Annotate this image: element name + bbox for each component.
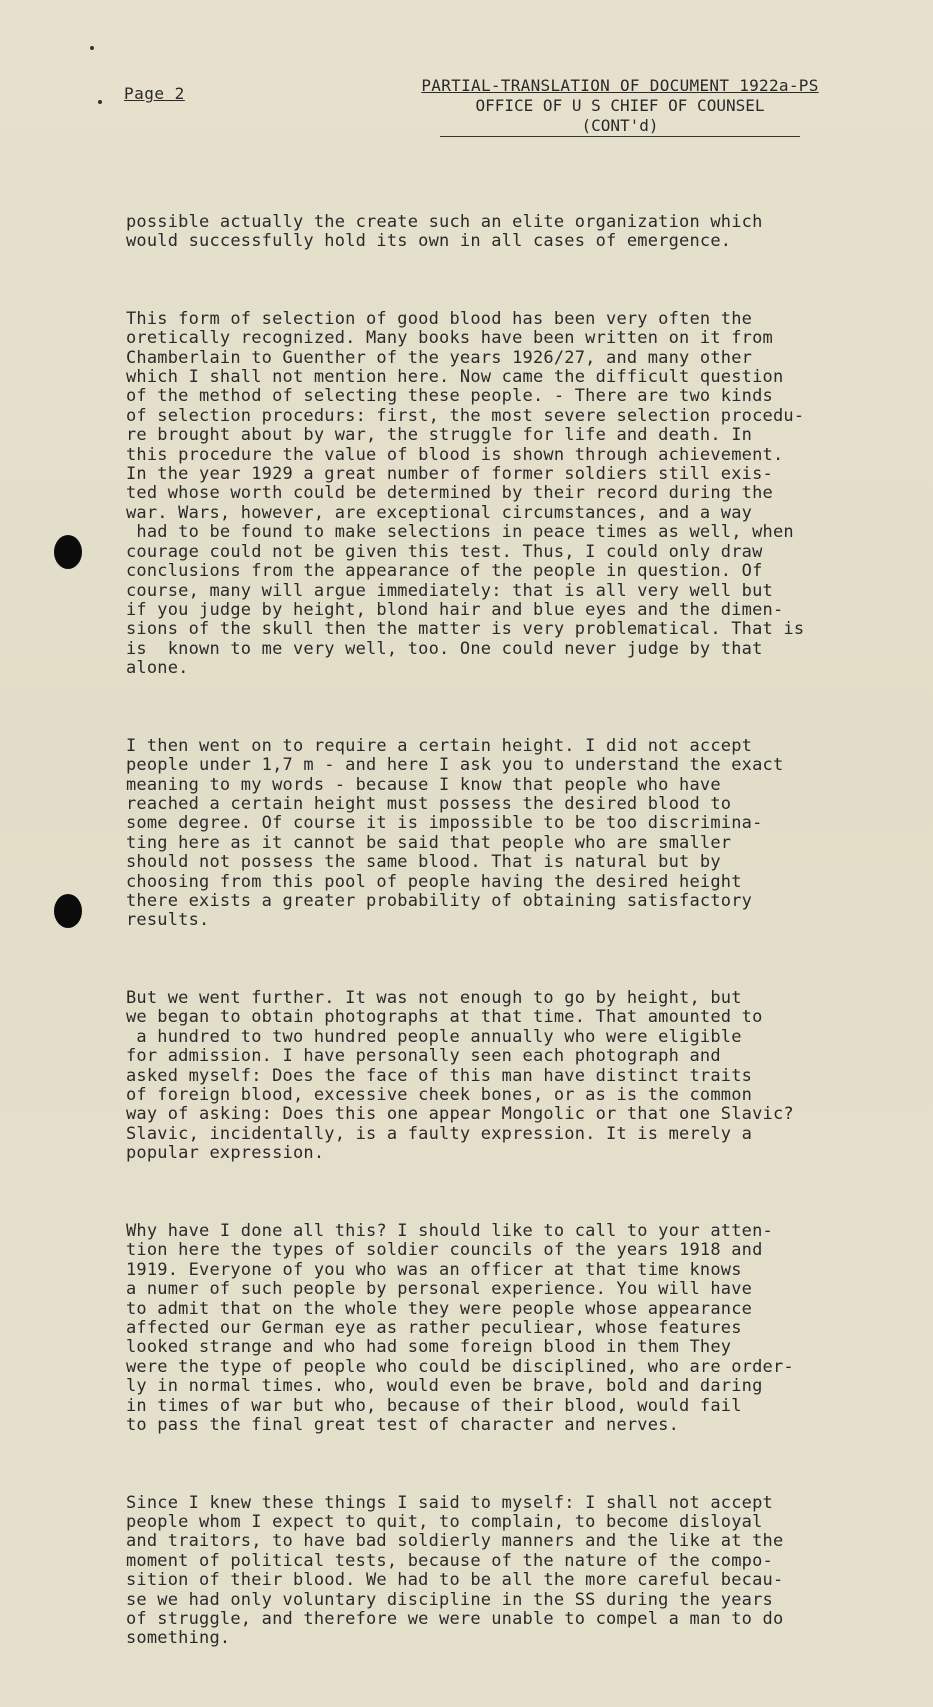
header-title: PARTIAL-TRANSLATION OF DOCUMENT 1922a-PS: [421, 76, 819, 95]
ink-speck: [98, 100, 102, 104]
paragraph: I then went on to require a certain height. I did not accept people under 1,7 m - and here I ask you to understand the exact meaning to my words - because I know that people who have reached a certain height must possess the desired blood to some degree. Of course it is impossible to be too discrimina- ting here as it cannot be said that people who are smaller should not possess the same blood. That is natural but by choosing from this pool of people having the desired height there exists a greater probability of obtaining satisfactory results.: [126, 735, 784, 931]
punch-hole-top: [54, 535, 82, 569]
document-body: [126, 174, 886, 1707]
paragraph: This form of selection of good blood has been very often the oretically recognized. Many books have been written on it from Chamberlain to Guenther of the years 1926/27, and many other which I shall not mention here. Now came the difficult question of the method of selecting these people. - There are two kinds of selection procedurs: first, the most severe selection procedu- re brought about by war, the struggle for life and death. In this procedure the value of blood is shown through achievement. In the year 1929 a great number of former soldiers still exis- ted whose worth could be determined by their record during the war. Wars, however, are exceptional circumstances, and a way had to be found to make selections in peace times as well, when courage could not be given this test. Thus, I could only draw conclusions from the appearance of the people in question. Of course, many will argue immediately: that is all very well but if you judge by height, blond hair and blue eyes and the dimen- sions of the skull then the matter is very problematical. That is is known to me very well, too. One could never judge by that alone.: [126, 308, 805, 679]
header-office: OFFICE OF U S CHIEF OF COUNSEL: [475, 96, 765, 115]
paragraph: Since I knew these things I said to myself: I shall not accept people whom I expect to quit, to complain, to become disloyal and traitors, to have bad soldierly manners and the like at the moment of political tests, because of the nature of the compo- sition of their blood. We had to be all the more careful becau- se we had only voluntary discipline in the SS during the years of struggle, and therefore we were unable to compel a man to do something.: [126, 1492, 784, 1649]
document-header: [380, 76, 860, 137]
paragraph: Why have I done all this? I should like to call to your atten- tion here the types of soldier councils of the years 1918 and 1919. Everyone of you who was an officer at that time knows a numer of such people by personal experience. You will have to admit that on the whole they were people whose appearance affected our German eye as rather peculiear, whose features looked strange and who had some foreign blood in them They were the type of people who could be disciplined, who are order- ly in normal times. who, would even be brave, bold and daring in times of war but who, because of their blood, would fail to pass the final great test of character and nerves.: [126, 1220, 794, 1435]
header-continued: (CONT'd): [440, 116, 800, 137]
page-number: Page 2: [124, 84, 185, 103]
punch-hole-bottom: [54, 894, 82, 928]
paragraph: possible actually the create such an elite organization which would successfully hold its own in all cases of emergence.: [126, 211, 763, 252]
ink-speck: [90, 46, 94, 50]
paragraph: But we went further. It was not enough to go by height, but we began to obtain photographs at that time. That amounted to a hundred to two hundred people annually who were eligible for admission. I have personally seen each photograph and asked myself: Does the face of this man have distinct traits of foreign blood, excessive cheek bones, or as is the common way of asking: Does this one appear Mongolic or that one Slavic? Slavic, incidentally, is a faulty expression. It is merely a popular expression.: [126, 988, 794, 1164]
